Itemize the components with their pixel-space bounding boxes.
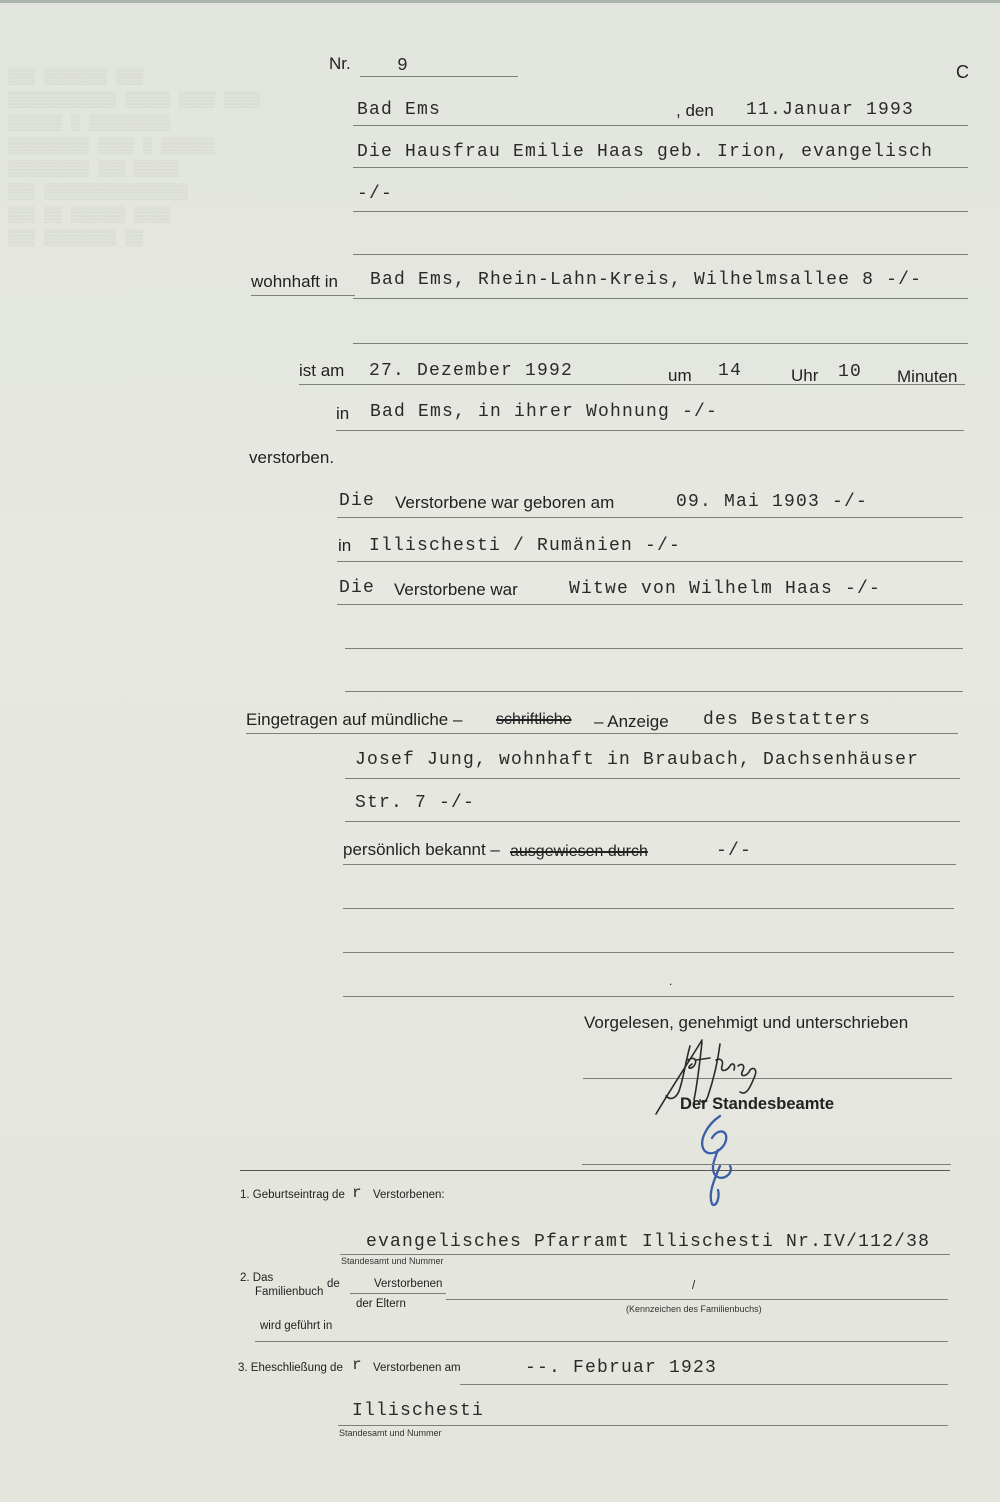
status-die-prefix: Die <box>339 578 376 598</box>
registration-label-struck: schriftliche <box>496 711 572 728</box>
name-rule-3 <box>353 254 968 255</box>
known-rule <box>343 864 956 865</box>
note-2-de: de <box>327 1278 340 1290</box>
death-place: Bad Ems, in ihrer Wohnung -/- <box>370 402 719 422</box>
section-divider <box>240 1170 950 1171</box>
known-value: -/- <box>716 841 753 861</box>
birth-place: Illischesti / Rumänien -/- <box>369 536 682 556</box>
name-rule-2 <box>353 211 968 212</box>
note-2-caption: (Kennzeichen des Familienbuchs) <box>626 1304 762 1314</box>
note-2-familienbuch: Familienbuch <box>255 1286 324 1298</box>
death-hour: 14 <box>718 361 743 381</box>
death-time-rule <box>299 384 965 385</box>
den-label: , den <box>676 101 714 120</box>
residence-rule-2 <box>353 343 968 344</box>
informant-line-3: Str. 7 -/- <box>355 793 476 813</box>
series-letter: C <box>956 62 969 82</box>
note-3-rule <box>460 1384 948 1385</box>
death-minute: 10 <box>838 362 863 382</box>
note-2-verstorbenen-rule <box>350 1293 446 1294</box>
note-1-rule <box>340 1254 950 1255</box>
uhr-label: Uhr <box>791 366 819 385</box>
place-date-rule <box>353 125 968 126</box>
blank-rule-5 <box>343 996 954 997</box>
birth-die-prefix: Die <box>339 491 376 511</box>
note-3-letter: r <box>352 1356 363 1374</box>
status-label: Verstorbene war <box>394 580 518 599</box>
note-1-letter: r <box>352 1184 363 1202</box>
birth-place-rule <box>337 561 963 562</box>
ist-am-label: ist am <box>299 361 345 380</box>
informant-rule-3 <box>345 821 960 822</box>
death-date: 27. Dezember 1992 <box>369 361 574 381</box>
nr-label: Nr. <box>329 54 351 73</box>
death-in-label: in <box>336 404 350 423</box>
registration-label-pre: Eingetragen auf mündliche – <box>246 710 463 729</box>
verstorben-label: verstorben. <box>249 448 335 467</box>
registry-place: Bad Ems <box>357 100 442 120</box>
note-2-gefuehrt-rule <box>255 1341 948 1342</box>
registrar-signature <box>690 1110 750 1210</box>
note-3-caption: Standesamt und Nummer <box>339 1428 442 1438</box>
blank-rule-4 <box>343 952 954 953</box>
marriage-date: --. Februar 1923 <box>525 1358 718 1378</box>
known-label-pre: persönlich bekannt – <box>343 840 500 859</box>
note-2-gefuehrt: wird geführt in <box>260 1320 333 1332</box>
informant-line-2: Josef Jung, wohnhaft in Braubach, Dachsenhäuser <box>355 750 920 770</box>
note-1-label: 1. Geburtseintrag de <box>240 1189 345 1201</box>
nr-rule <box>360 76 518 77</box>
residence-value: Bad Ems, Rhein-Lahn-Kreis, Wilhelmsallee 8 -/- <box>370 270 923 290</box>
registrar-rule <box>582 1164 951 1165</box>
note-2-verstorbenen: Verstorbenen <box>374 1278 443 1290</box>
blank-rule-2 <box>345 691 963 692</box>
birth-label: Verstorbene war geboren am <box>395 493 615 512</box>
informant-rule-2 <box>345 778 960 779</box>
note-3-label-2: Verstorbenen am <box>373 1362 461 1374</box>
show-through-text: ▒▒▒ ▒▒▒▒▒▒▒ ▒▒▒ ▒▒▒▒▒▒▒▒▒▒▒▒ ▒▒▒▒▒ ▒▒▒▒ ▒▒▒▒ ▒▒▒▒▒▒ ▒ ▒▒▒▒▒▒▒▒▒ ▒▒▒▒▒▒▒▒▒ ▒▒▒▒ ▒ ▒▒▒▒▒▒ ▒▒▒▒▒▒▒▒▒ ▒▒▒ ▒▒▒▒▒ ▒▒▒ ▒▒▒▒▒▒▒▒▒▒▒▒▒▒▒▒ ▒▒▒ ▒▒ ▒▒▒▒▒▒ ▒▒▒▒ ▒▒▒ ▒▒▒▒▒▒▒▒ ▒▒ <box>8 69 261 247</box>
deceased-name-line: Die Hausfrau Emilie Haas geb. Irion, evangelisch <box>357 142 934 162</box>
birth-date-rule <box>337 517 963 518</box>
um-label: um <box>668 366 692 385</box>
death-place-rule <box>336 430 964 431</box>
birth-date: 09. Mai 1903 -/- <box>676 492 869 512</box>
residence-label: wohnhaft in <box>251 272 338 291</box>
note-2-eltern: der Eltern <box>356 1298 406 1310</box>
note-3-label: 3. Eheschließung de <box>238 1362 343 1374</box>
registration-label-post: – Anzeige <box>594 712 669 731</box>
stray-dot: . <box>669 974 673 988</box>
note-1-caption: Standesamt und Nummer <box>341 1256 444 1266</box>
note-1-value: evangelisches Pfarramt Illischesti Nr.IV/112/38 <box>366 1232 931 1252</box>
note-3-place-rule <box>338 1425 948 1426</box>
registrar-label: Der Standesbeamte <box>680 1095 835 1113</box>
page-top-edge <box>0 0 1000 3</box>
known-label-struck: ausgewiesen durch <box>510 843 648 860</box>
read-approved-label: Vorgelesen, genehmigt und unterschrieben <box>584 1013 909 1032</box>
marriage-place: Illischesti <box>352 1401 485 1421</box>
note-1-label-2: Verstorbenen: <box>373 1189 445 1201</box>
note-2-das: 2. Das <box>240 1272 274 1284</box>
deceased-name-line-2: -/- <box>357 184 394 204</box>
residence-rule <box>353 298 968 299</box>
minuten-label: Minuten <box>897 367 958 386</box>
informant-line-1: des Bestatters <box>703 710 872 730</box>
status-rule <box>337 604 963 605</box>
residence-label-rule <box>251 295 355 296</box>
nr-value: 9 <box>397 56 410 76</box>
birth-in-label: in <box>338 536 352 555</box>
note-2-rule <box>446 1299 948 1300</box>
name-rule-1 <box>353 167 968 168</box>
marital-status: Witwe von Wilhelm Haas -/- <box>569 579 882 599</box>
blank-rule-3 <box>343 908 954 909</box>
note-2-slash: / <box>692 1280 696 1292</box>
blank-rule-1 <box>345 648 963 649</box>
registry-date: 11.Januar 1993 <box>746 100 915 120</box>
registration-rule <box>246 733 958 734</box>
